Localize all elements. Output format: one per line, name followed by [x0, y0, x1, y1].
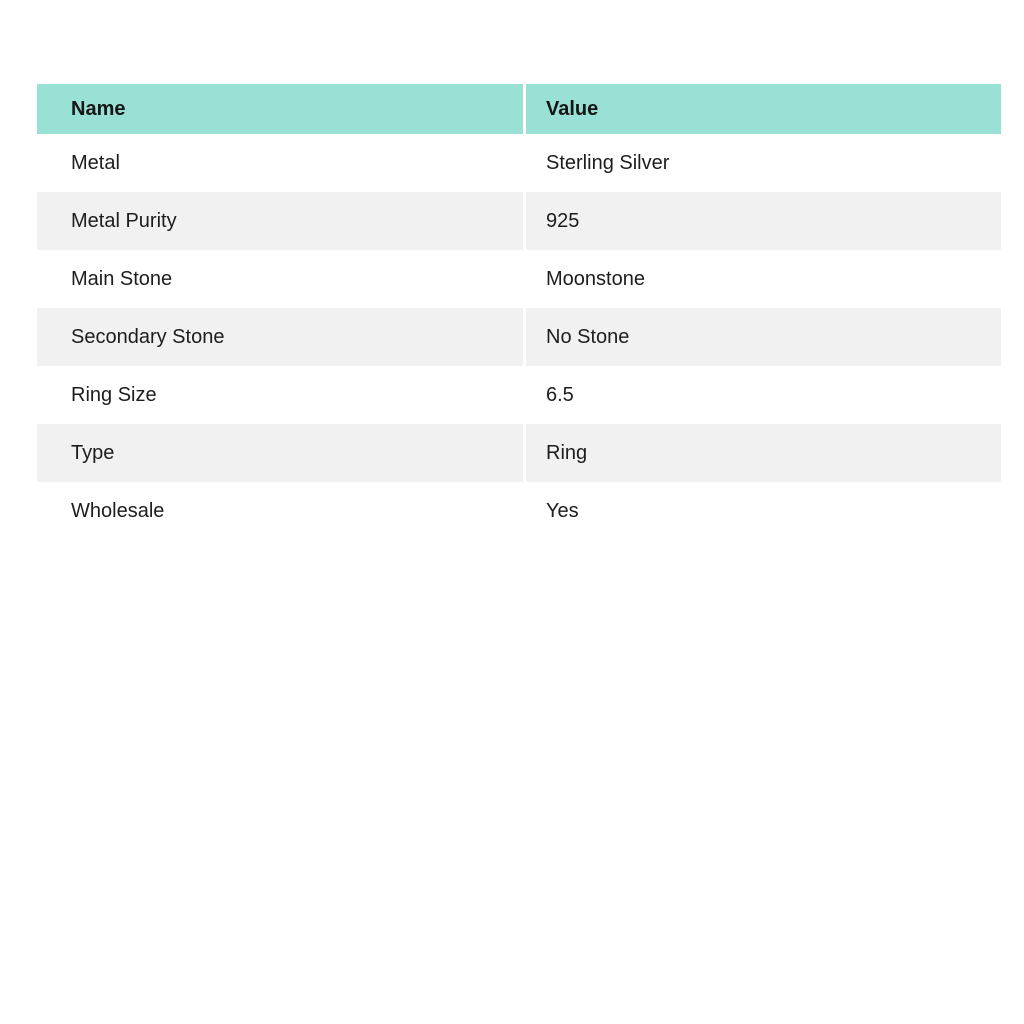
- table-row: [37, 308, 1001, 366]
- cell-attribute-value: 6.5: [526, 366, 1001, 424]
- product-spec-table: [37, 84, 1001, 540]
- cell-attribute-value: No Stone: [526, 308, 1001, 366]
- cell-attribute-name: Type: [37, 424, 523, 482]
- table-row: [37, 250, 1001, 308]
- table-header-row: [37, 84, 1001, 134]
- cell-attribute-value: Ring: [526, 424, 1001, 482]
- cell-attribute-name: Wholesale: [37, 482, 523, 540]
- table-row: [37, 134, 1001, 192]
- cell-attribute-value: Sterling Silver: [526, 134, 1001, 192]
- cell-attribute-name: Secondary Stone: [37, 308, 523, 366]
- cell-attribute-value: Yes: [526, 482, 1001, 540]
- cell-attribute-name: Ring Size: [37, 366, 523, 424]
- table-row: [37, 192, 1001, 250]
- cell-attribute-name: Main Stone: [37, 250, 523, 308]
- table-row: [37, 482, 1001, 540]
- column-header-value: Value: [526, 84, 1001, 134]
- table-row: [37, 366, 1001, 424]
- cell-attribute-name: Metal: [37, 134, 523, 192]
- table-row: [37, 424, 1001, 482]
- cell-attribute-name: Metal Purity: [37, 192, 523, 250]
- cell-attribute-value: 925: [526, 192, 1001, 250]
- column-header-name: Name: [37, 84, 523, 134]
- cell-attribute-value: Moonstone: [526, 250, 1001, 308]
